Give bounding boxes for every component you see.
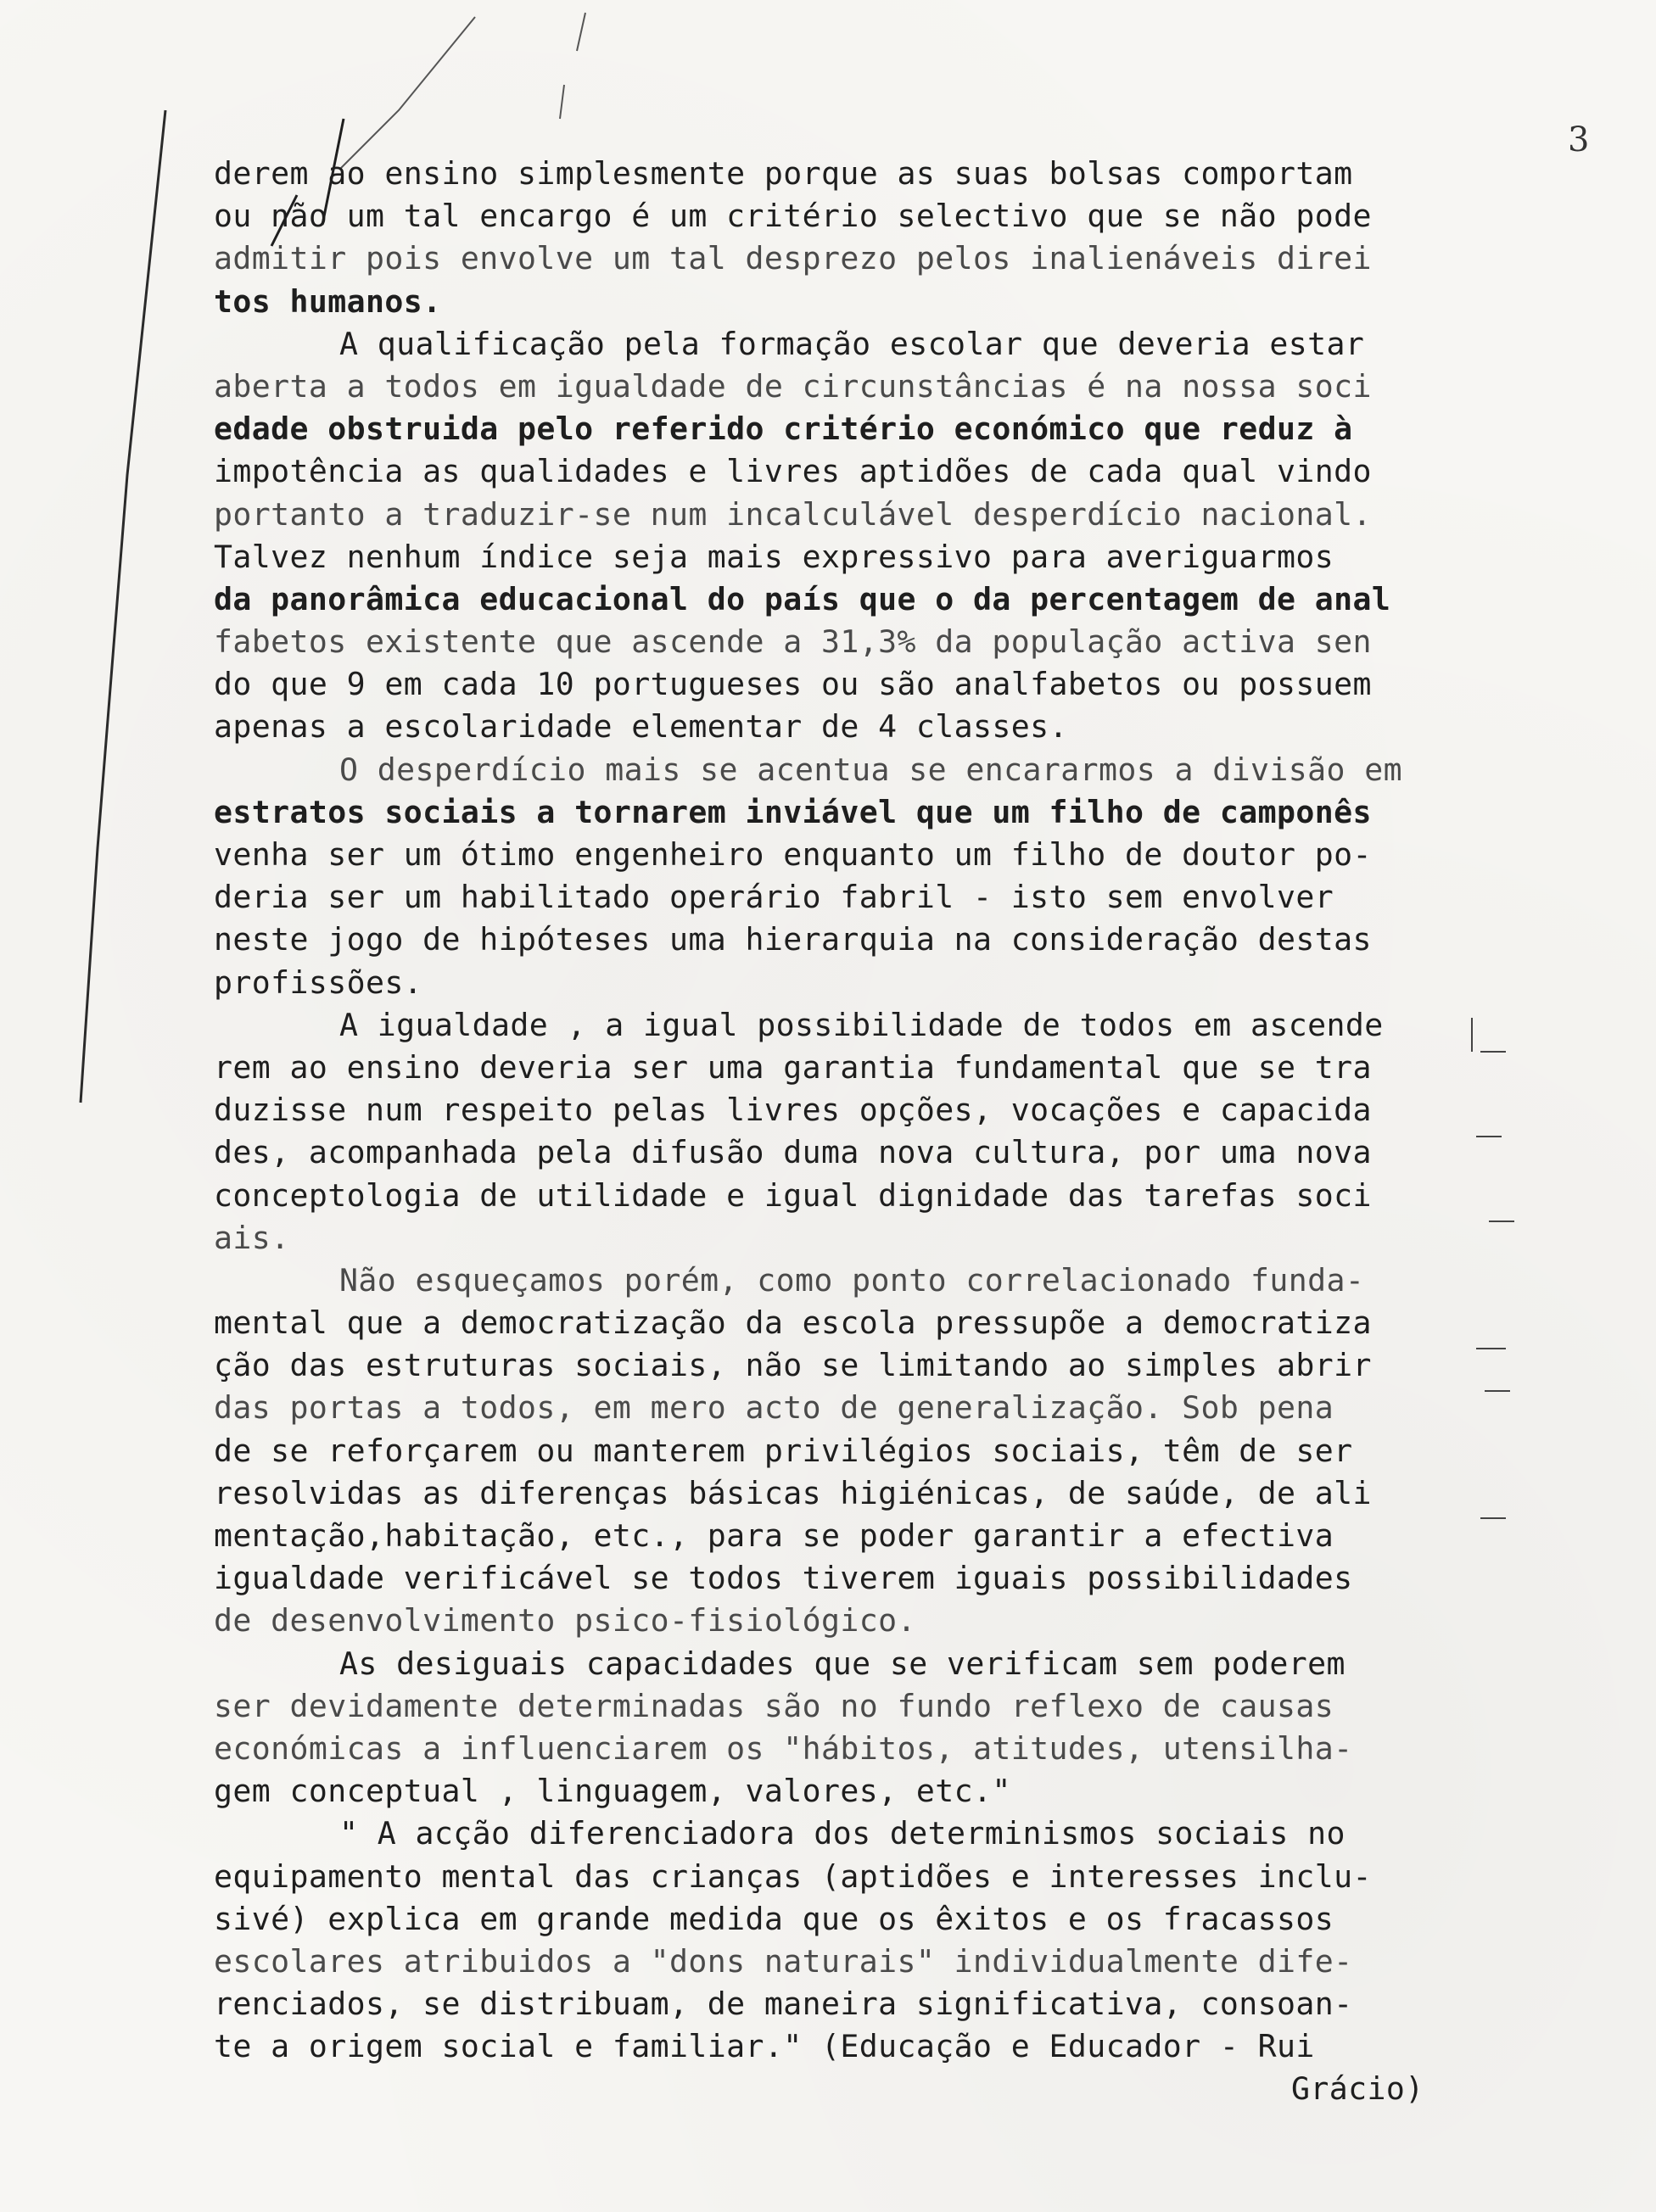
text-line: derem ao ensino simplesmente porque as suas bolsas comportam (214, 155, 1353, 192)
text-line: sivé) explica em grande medida que os êxitos e os fracassos (214, 1900, 1334, 1937)
text-line: impotência as qualidades e livres aptidões de cada qual vindo (214, 453, 1372, 490)
top-pen-stroke (339, 17, 475, 170)
left-margin-pen-line (81, 110, 165, 1103)
text-line: ais. (214, 1219, 290, 1256)
text-line: Talvez nenhum índice seja mais expressivo para averiguarmos (214, 538, 1334, 575)
text-line: aberta a todos em igualdade de circunstâncias é na nossa soci (214, 367, 1372, 405)
text-line: venha ser um ótimo engenheiro enquanto um filho de doutor po- (214, 836, 1372, 873)
text-line: conceptologia de utilidade e igual dignidade das tarefas soci (214, 1176, 1372, 1214)
text-line: " A acção diferenciadora dos determinismos sociais no (339, 1815, 1346, 1852)
text-line: tos humanos. (214, 282, 442, 320)
text-line: gem conceptual , linguagem, valores, etc." (214, 1773, 1011, 1810)
text-line: ção das estruturas sociais, não se limitando ao simples abrir (214, 1347, 1372, 1384)
text-line: equipamento mental das crianças (aptidões e interesses inclu- (214, 1857, 1372, 1895)
top-pen-dash (560, 85, 564, 119)
text-line: mentação,habitação, etc., para se poder garantir a efectiva (214, 1517, 1334, 1554)
text-line: da panorâmica educacional do país que o da percentagem de anal (214, 580, 1391, 617)
text-line: ser devidamente determinadas são no fundo reflexo de causas (214, 1687, 1334, 1724)
text-line: A igualdade , a igual possibilidade de todos em ascende (339, 1006, 1384, 1043)
text-line: edade obstruida pelo referido critério económico que reduz à (214, 411, 1353, 448)
text-line: de desenvolvimento psico-fisiológico. (214, 1602, 916, 1639)
text-line: te a origem social e familiar." (Educação e Educador - Rui (214, 2028, 1315, 2065)
text-line: Grácio) (1291, 2070, 1424, 2108)
text-line: neste jogo de hipóteses uma hierarquia na consideração destas (214, 921, 1372, 958)
text-line: apenas a escolaridade elementar de 4 classes. (214, 708, 1068, 746)
text-line: do que 9 em cada 10 portugueses ou são analfabetos ou possuem (214, 666, 1372, 703)
text-line: A qualificação pela formação escolar que deveria estar (339, 325, 1365, 362)
text-line: admitir pois envolve um tal desprezo pelos inalienáveis direi (214, 240, 1372, 277)
body-text (214, 153, 1537, 2111)
text-line: mental que a democratização da escola pressupõe a democratiza (214, 1304, 1372, 1342)
text-line: rem ao ensino deveria ser uma garantia fundamental que se tra (214, 1048, 1372, 1086)
text-line: Não esqueçamos porém, como ponto correlacionado funda- (339, 1261, 1365, 1299)
text-line: duzisse num respeito pelas livres opções, vocações e capacida (214, 1092, 1372, 1129)
top-pen-tick (577, 13, 585, 51)
text-line: O desperdício mais se acentua se encararmos a divisão em (339, 751, 1402, 788)
text-line: ou não um tal encargo é um critério selectivo que se não pode (214, 198, 1372, 235)
text-line: profissões. (214, 964, 423, 1001)
text-line: portanto a traduzir-se num incalculável desperdício nacional. (214, 495, 1372, 533)
text-line: de se reforçarem ou manterem privilégios sociais, têm de ser (214, 1432, 1353, 1469)
text-line: resolvidas as diferenças básicas higiénicas, de saúde, de ali (214, 1474, 1372, 1511)
text-line: igualdade verificável se todos tiverem iguais possibilidades (214, 1560, 1353, 1597)
text-line: económicas a influenciarem os "hábitos, atitudes, utensilha- (214, 1729, 1353, 1767)
text-line: renciados, se distribuam, de maneira significativa, consoan- (214, 1986, 1353, 2023)
text-line: estratos sociais a tornarem inviável que um filho de camponês (214, 793, 1372, 830)
page-number: 3 (1568, 120, 1590, 159)
text-line: deria ser um habilitado operário fabril - isto sem envolver (214, 879, 1334, 916)
text-line: escolares atribuidos a "dons naturais" individualmente dife- (214, 1942, 1353, 1980)
text-line: fabetos existente que ascende a 31,3% da população activa sen (214, 623, 1372, 661)
text-line: das portas a todos, em mero acto de generalização. Sob pena (214, 1389, 1334, 1427)
text-line: des, acompanhada pela difusão duma nova cultura, por uma nova (214, 1134, 1372, 1171)
text-line: As desiguais capacidades que se verificam sem poderem (339, 1645, 1346, 1682)
